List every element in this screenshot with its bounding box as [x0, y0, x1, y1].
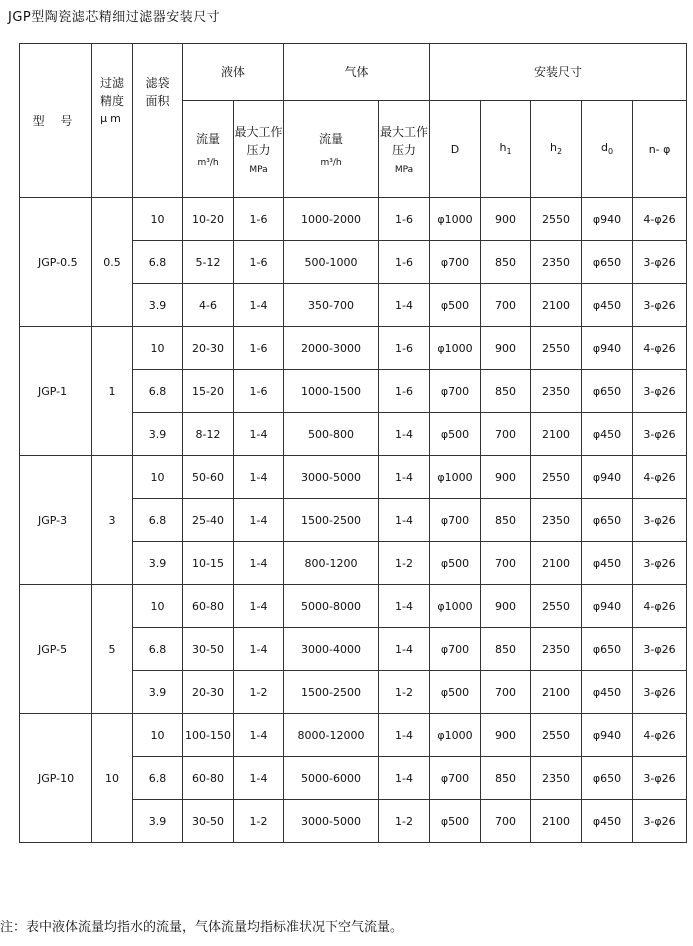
liq-p-cell: 1-4 — [234, 585, 284, 628]
liq-flow-cell: 10-15 — [183, 542, 234, 585]
h2-cell: 2350 — [531, 241, 582, 284]
area-cell: 10 — [133, 456, 183, 499]
n-cell: 3-φ26 — [633, 370, 687, 413]
area-cell: 3.9 — [133, 413, 183, 456]
header-D — [430, 101, 481, 198]
h1-cell: 850 — [481, 499, 531, 542]
area-cell: 3.9 — [133, 800, 183, 843]
model-cell: JGP-3 — [20, 456, 92, 585]
h1-cell: 900 — [481, 456, 531, 499]
liq-p-cell: 1-6 — [234, 198, 284, 241]
liq-p-cell: 1-4 — [234, 413, 284, 456]
header-area — [133, 44, 183, 198]
n-cell: 4-φ26 — [633, 585, 687, 628]
header-model-label: 型 号 — [32, 113, 79, 128]
header-gas-pressure — [379, 101, 430, 198]
h2-cell: 2100 — [531, 800, 582, 843]
D-cell: φ500 — [430, 413, 481, 456]
D-cell: φ500 — [430, 542, 481, 585]
gas-flow-cell: 800-1200 — [284, 542, 379, 585]
D-cell: φ700 — [430, 370, 481, 413]
gas-flow-cell: 500-1000 — [284, 241, 379, 284]
area-cell: 3.9 — [133, 542, 183, 585]
header-gas-flow — [284, 101, 379, 198]
liq-flow-cell: 10-20 — [183, 198, 234, 241]
header-liquid-flow — [183, 101, 234, 198]
header-n-phi-label: n- φ — [648, 142, 671, 156]
n-cell: 3-φ26 — [633, 542, 687, 585]
D-cell: φ1000 — [430, 198, 481, 241]
d0-cell: φ940 — [582, 714, 633, 757]
precision-cell: 1 — [92, 327, 133, 456]
liq-p-cell: 1-2 — [234, 800, 284, 843]
area-cell: 6.8 — [133, 370, 183, 413]
header-gas-label: 气体 — [344, 65, 369, 79]
h1-cell: 900 — [481, 714, 531, 757]
liq-flow-cell: 25-40 — [183, 499, 234, 542]
gas-flow-cell: 350-700 — [284, 284, 379, 327]
liq-p-cell: 1-2 — [234, 671, 284, 714]
h2-cell: 2350 — [531, 370, 582, 413]
gas-flow-label: 流量 — [319, 132, 344, 146]
header-h1-label: h — [499, 141, 507, 155]
d0-cell: φ940 — [582, 198, 633, 241]
liq-p-cell: 1-4 — [234, 628, 284, 671]
gas-flow-cell: 1500-2500 — [284, 671, 379, 714]
area-cell: 10 — [133, 198, 183, 241]
liq-flow-cell: 5-12 — [183, 241, 234, 284]
D-cell: φ700 — [430, 628, 481, 671]
d0-cell: φ940 — [582, 327, 633, 370]
gas-flow-cell: 2000-3000 — [284, 327, 379, 370]
liq-flow-cell: 20-30 — [183, 671, 234, 714]
h1-cell: 900 — [481, 585, 531, 628]
header-model — [20, 44, 92, 198]
n-cell: 3-φ26 — [633, 671, 687, 714]
gas-p-cell: 1-2 — [379, 800, 430, 843]
gas-p-cell: 1-4 — [379, 284, 430, 327]
n-cell: 3-φ26 — [633, 757, 687, 800]
h2-cell: 2550 — [531, 585, 582, 628]
h2-cell: 2100 — [531, 671, 582, 714]
gas-p-cell: 1-6 — [379, 241, 430, 284]
liq-p-cell: 1-4 — [234, 714, 284, 757]
area-cell: 3.9 — [133, 671, 183, 714]
D-cell: φ700 — [430, 757, 481, 800]
n-cell: 3-φ26 — [633, 284, 687, 327]
gas-p-cell: 1-4 — [379, 714, 430, 757]
liquid-pressure-unit: MPa — [249, 165, 268, 175]
d0-cell: φ450 — [582, 671, 633, 714]
header-h1-sub: 1 — [506, 147, 512, 157]
n-cell: 4-φ26 — [633, 327, 687, 370]
table-row — [20, 585, 687, 628]
gas-flow-cell: 1000-2000 — [284, 198, 379, 241]
gas-p-cell: 1-2 — [379, 542, 430, 585]
h2-cell: 2100 — [531, 284, 582, 327]
D-cell: φ1000 — [430, 456, 481, 499]
area-cell: 10 — [133, 585, 183, 628]
header-D-label: D — [450, 142, 460, 156]
area-cell: 6.8 — [133, 499, 183, 542]
h2-cell: 2100 — [531, 413, 582, 456]
area-cell: 6.8 — [133, 241, 183, 284]
h2-cell: 2100 — [531, 542, 582, 585]
gas-pressure-unit: MPa — [394, 165, 414, 175]
D-cell: φ500 — [430, 284, 481, 327]
gas-flow-cell: 500-800 — [284, 413, 379, 456]
h2-cell: 2550 — [531, 327, 582, 370]
h2-cell: 2350 — [531, 757, 582, 800]
d0-cell: φ940 — [582, 456, 633, 499]
liq-p-cell: 1-4 — [234, 499, 284, 542]
gas-p-cell: 1-4 — [379, 413, 430, 456]
h1-cell: 700 — [481, 542, 531, 585]
liq-flow-cell: 30-50 — [183, 800, 234, 843]
model-cell: JGP-0.5 — [20, 198, 92, 327]
document-title: JGP型陶瓷滤芯精细过滤器安装尺寸 — [8, 10, 221, 25]
header-d0 — [582, 101, 633, 198]
gas-flow-unit: m³/h — [320, 158, 342, 168]
d0-cell: φ450 — [582, 284, 633, 327]
d0-cell: φ650 — [582, 241, 633, 284]
liq-p-cell: 1-4 — [234, 284, 284, 327]
header-liquid-label: 液体 — [221, 65, 246, 79]
model-cell: JGP-1 — [20, 327, 92, 456]
header-row-top — [20, 44, 687, 101]
header-d0-sub: 0 — [607, 147, 614, 157]
D-cell: φ500 — [430, 671, 481, 714]
header-h2-label: h — [549, 141, 557, 155]
precision-cell: 3 — [92, 456, 133, 585]
gas-p-cell: 1-2 — [379, 671, 430, 714]
area-cell: 6.8 — [133, 757, 183, 800]
area-cell: 6.8 — [133, 628, 183, 671]
h1-cell: 850 — [481, 241, 531, 284]
header-h1 — [481, 101, 531, 198]
table-row — [20, 327, 687, 370]
d0-cell: φ450 — [582, 542, 633, 585]
d0-cell: φ450 — [582, 800, 633, 843]
gas-p-cell: 1-4 — [379, 628, 430, 671]
liq-p-cell: 1-4 — [234, 542, 284, 585]
h1-cell: 850 — [481, 757, 531, 800]
header-gas — [284, 44, 430, 101]
header-precision — [92, 44, 133, 198]
liq-flow-cell: 60-80 — [183, 585, 234, 628]
precision-cell: 5 — [92, 585, 133, 714]
liq-p-cell: 1-6 — [234, 327, 284, 370]
liq-p-cell: 1-6 — [234, 370, 284, 413]
liq-p-cell: 1-6 — [234, 241, 284, 284]
area-cell: 10 — [133, 327, 183, 370]
header-liquid-pressure — [234, 101, 284, 198]
gas-p-cell: 1-6 — [379, 198, 430, 241]
footnote: 注：表中液体流量均指水的流量，气体流量均指标准状况下空气流量。 — [0, 920, 404, 935]
h2-cell: 2550 — [531, 456, 582, 499]
liq-flow-cell: 20-30 — [183, 327, 234, 370]
model-cell: JGP-10 — [20, 714, 92, 843]
table-row — [20, 456, 687, 499]
gas-p-cell: 1-4 — [379, 757, 430, 800]
d0-cell: φ940 — [582, 585, 633, 628]
h1-cell: 700 — [481, 671, 531, 714]
model-cell: JGP-5 — [20, 585, 92, 714]
h1-cell: 700 — [481, 284, 531, 327]
header-install-label: 安装尺寸 — [534, 65, 583, 79]
h1-cell: 700 — [481, 800, 531, 843]
h2-cell: 2350 — [531, 499, 582, 542]
precision-cell: 10 — [92, 714, 133, 843]
gas-flow-cell: 3000-5000 — [284, 456, 379, 499]
D-cell: φ500 — [430, 800, 481, 843]
gas-flow-cell: 3000-5000 — [284, 800, 379, 843]
D-cell: φ700 — [430, 499, 481, 542]
n-cell: 3-φ26 — [633, 413, 687, 456]
d0-cell: φ650 — [582, 370, 633, 413]
liq-flow-cell: 50-60 — [183, 456, 234, 499]
gas-flow-cell: 3000-4000 — [284, 628, 379, 671]
liq-p-cell: 1-4 — [234, 456, 284, 499]
d0-cell: φ650 — [582, 757, 633, 800]
D-cell: φ700 — [430, 241, 481, 284]
liq-flow-cell: 100-150 — [183, 714, 234, 757]
spec-table — [19, 43, 687, 843]
liq-flow-cell: 60-80 — [183, 757, 234, 800]
table-row — [20, 198, 687, 241]
area-cell: 3.9 — [133, 284, 183, 327]
h2-cell: 2350 — [531, 628, 582, 671]
h1-cell: 850 — [481, 370, 531, 413]
d0-cell: φ650 — [582, 628, 633, 671]
gas-p-cell: 1-6 — [379, 327, 430, 370]
D-cell: φ1000 — [430, 327, 481, 370]
h1-cell: 850 — [481, 628, 531, 671]
precision-cell: 0.5 — [92, 198, 133, 327]
gas-flow-cell: 1500-2500 — [284, 499, 379, 542]
liq-flow-cell: 8-12 — [183, 413, 234, 456]
gas-flow-cell: 1000-1500 — [284, 370, 379, 413]
header-precision-label: 过滤精度 — [99, 76, 124, 108]
n-cell: 3-φ26 — [633, 800, 687, 843]
D-cell: φ1000 — [430, 585, 481, 628]
h1-cell: 900 — [481, 198, 531, 241]
liq-flow-cell: 4-6 — [183, 284, 234, 327]
liq-p-cell: 1-4 — [234, 757, 284, 800]
header-precision-unit: μm — [100, 112, 124, 125]
liquid-flow-label: 流量 — [195, 132, 220, 146]
header-d0-label: d — [600, 141, 608, 155]
header-h2 — [531, 101, 582, 198]
area-cell: 10 — [133, 714, 183, 757]
gas-p-cell: 1-4 — [379, 585, 430, 628]
table-row — [20, 714, 687, 757]
header-n-phi — [633, 101, 687, 198]
D-cell: φ1000 — [430, 714, 481, 757]
gas-flow-cell: 5000-6000 — [284, 757, 379, 800]
gas-flow-cell: 5000-8000 — [284, 585, 379, 628]
liq-flow-cell: 30-50 — [183, 628, 234, 671]
n-cell: 3-φ26 — [633, 499, 687, 542]
liq-flow-cell: 15-20 — [183, 370, 234, 413]
n-cell: 4-φ26 — [633, 714, 687, 757]
n-cell: 4-φ26 — [633, 198, 687, 241]
liquid-pressure-label: 最大工作压力 — [234, 125, 283, 157]
n-cell: 4-φ26 — [633, 456, 687, 499]
gas-p-cell: 1-4 — [379, 499, 430, 542]
d0-cell: φ650 — [582, 499, 633, 542]
gas-p-cell: 1-6 — [379, 370, 430, 413]
h2-cell: 2550 — [531, 198, 582, 241]
n-cell: 3-φ26 — [633, 628, 687, 671]
header-install — [430, 44, 687, 101]
liquid-flow-unit: m³/h — [197, 158, 219, 168]
header-liquid — [183, 44, 284, 101]
gas-pressure-label: 最大工作压力 — [380, 125, 429, 157]
table-body — [20, 44, 687, 843]
d0-cell: φ450 — [582, 413, 633, 456]
header-area-label: 滤袋面积 — [145, 76, 170, 108]
gas-p-cell: 1-4 — [379, 456, 430, 499]
header-h2-sub: 2 — [556, 147, 563, 157]
h1-cell: 900 — [481, 327, 531, 370]
n-cell: 3-φ26 — [633, 241, 687, 284]
h1-cell: 700 — [481, 413, 531, 456]
gas-flow-cell: 8000-12000 — [284, 714, 379, 757]
h2-cell: 2550 — [531, 714, 582, 757]
